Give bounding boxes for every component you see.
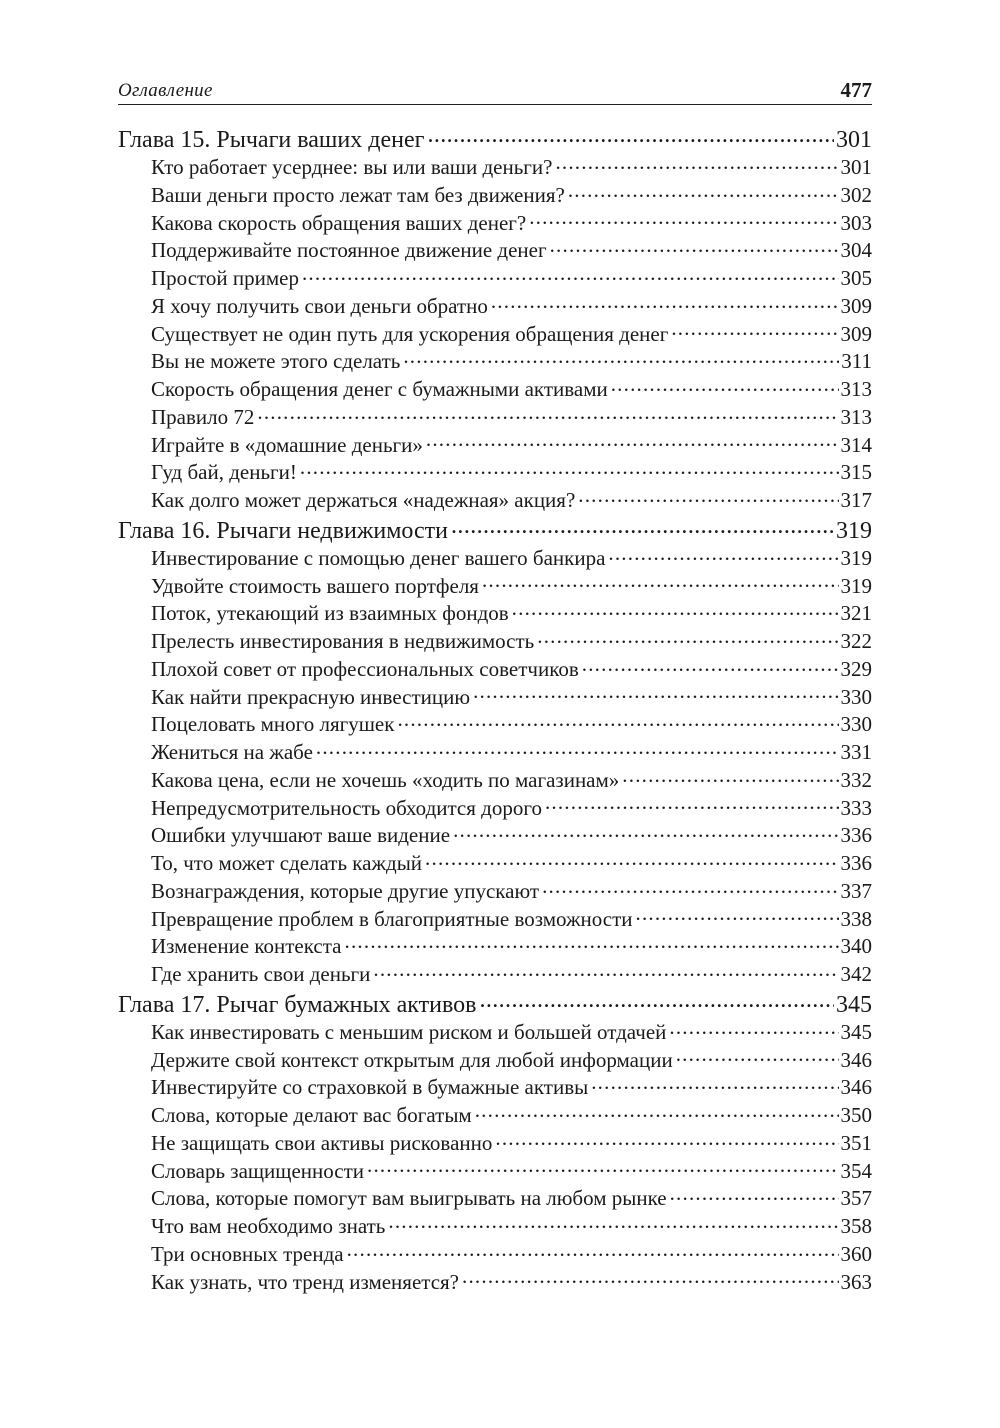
toc-entry-page: 331 <box>840 740 872 764</box>
toc-entry-title: Изменение контекста <box>151 934 342 959</box>
toc-leader-dots <box>427 123 834 147</box>
toc-entry-page: 330 <box>840 684 872 709</box>
toc-entry-page: 311 <box>841 349 872 374</box>
toc-entry-title: Поток, утекающий из взаимных фондов <box>151 601 509 626</box>
header-page-number: 477 <box>840 78 872 102</box>
toc-section-entry <box>118 292 872 320</box>
toc-entry-title: Как узнать, что тренд изменяется? <box>151 1269 460 1294</box>
toc-leader-dots <box>475 1101 839 1122</box>
toc-leader-dots <box>550 236 839 257</box>
toc-entry-title: Правило 72 <box>151 404 255 429</box>
toc-leader-dots <box>670 1184 839 1205</box>
toc-section-entry <box>118 932 872 960</box>
toc-section-entry <box>118 431 872 459</box>
toc-section-entry <box>118 655 872 683</box>
toc-section-entry <box>118 320 872 348</box>
toc-entry-title: Как найти прекрасную инвестицию <box>151 684 471 709</box>
toc-entry-page: 319 <box>840 573 872 598</box>
toc-section-entry <box>118 627 872 655</box>
toc-entry-page: 338 <box>840 906 872 931</box>
toc-entry-title: Глава 17. Рычаг бумажных активов <box>118 991 477 1018</box>
toc-entry-page: 360 <box>840 1241 872 1266</box>
toc-section-entry <box>118 1157 872 1185</box>
toc-section-entry <box>118 877 872 905</box>
toc-entry-page: 309 <box>840 293 872 318</box>
toc-leader-dots <box>373 960 838 981</box>
toc-leader-dots <box>473 683 838 704</box>
toc-leader-dots <box>425 849 838 870</box>
toc-entry-page: 345 <box>840 1019 872 1044</box>
toc-entry-page: 357 <box>840 1186 872 1211</box>
toc-entry-page: 303 <box>840 210 872 235</box>
toc-entry-title: Три основных тренда <box>151 1241 344 1266</box>
toc-entry-title: Глава 16. Рычаги недвижимости <box>118 517 449 544</box>
toc-entry-page: 345 <box>836 991 872 1018</box>
toc-entry-page: 314 <box>840 432 872 457</box>
toc-leader-dots <box>300 458 839 479</box>
toc-entry-title: Прелесть инвестирования в недвижимость <box>151 629 535 653</box>
toc-section-entry <box>118 403 872 431</box>
toc-leader-dots <box>578 486 838 507</box>
toc-entry-page: 346 <box>840 1075 872 1100</box>
toc-entry-page: 304 <box>840 238 872 263</box>
toc-section-entry <box>118 599 872 627</box>
toc-entry-title: Инвестируйте со страховкой в бумажные активы <box>151 1075 589 1100</box>
toc-leader-dots <box>636 905 839 926</box>
toc-entry-page: 354 <box>840 1158 872 1183</box>
toc-leader-dots <box>462 1268 838 1289</box>
toc-entry-page: 336 <box>840 823 872 848</box>
toc-section-entry <box>118 375 872 403</box>
toc-entry-title: Играйте в «домашние деньги» <box>151 432 423 457</box>
toc-section-entry <box>118 1184 872 1212</box>
toc-entry-title: Ваши деньги просто лежат там без движения? <box>151 182 565 207</box>
toc-entry-page: 313 <box>840 377 872 401</box>
toc-entry-page: 319 <box>840 545 872 570</box>
toc-entry-title: Глава 15. Рычаги ваших денег <box>118 127 425 153</box>
toc-entry-page: 342 <box>840 962 872 986</box>
toc-section-entry <box>118 1129 872 1157</box>
toc-entry-title: Кто работает усерднее: вы или ваши деньги? <box>151 155 553 179</box>
toc-leader-dots <box>302 264 839 285</box>
toc-entry-page: 332 <box>840 767 872 792</box>
toc-entry-page: 322 <box>840 629 872 653</box>
toc-leader-dots <box>512 599 839 620</box>
toc-entry-title: Слова, которые делают вас богатым <box>151 1103 472 1127</box>
toc-leader-dots <box>568 181 839 202</box>
toc-entry-page: 313 <box>840 404 872 429</box>
toc-entry-title: Держите свой контекст открытым для любой информации <box>151 1047 673 1072</box>
toc-entry-page: 317 <box>840 488 872 512</box>
toc-entry-title: Простой пример <box>151 266 299 290</box>
toc-leader-dots <box>388 1212 838 1233</box>
toc-leader-dots <box>316 738 839 759</box>
toc-entry-title: Гуд бай, деньги! <box>151 460 297 485</box>
toc-entry-page: 351 <box>840 1130 872 1155</box>
toc-section-entry <box>118 1101 872 1129</box>
toc-entry-title: Поддерживайте постоянное движение денег <box>151 238 547 263</box>
toc-section-entry <box>118 710 872 738</box>
toc-entry-title: Превращение проблем в благоприятные возможности <box>151 906 633 931</box>
toc-leader-dots <box>347 1240 839 1261</box>
toc-section-entry <box>118 458 872 486</box>
toc-entry-title: Ошибки улучшают ваше видение <box>151 823 451 848</box>
toc-chapter-entry <box>118 514 872 544</box>
toc-leader-dots <box>491 292 839 313</box>
toc-leader-dots <box>453 821 838 842</box>
toc-leader-dots <box>479 988 834 1012</box>
toc-leader-dots <box>582 655 839 676</box>
toc-section-entry <box>118 486 872 514</box>
toc-entry-title: Удвойте стоимость вашего портфеля <box>151 573 479 598</box>
toc-section-entry <box>118 544 872 572</box>
toc-leader-dots <box>537 627 838 648</box>
toc-entry-title: Словарь защищенности <box>151 1158 365 1183</box>
running-header <box>118 76 872 105</box>
toc-entry-title: Я хочу получить свои деньги обратно <box>151 293 488 318</box>
toc-leader-dots <box>676 1046 839 1067</box>
toc-entry-page: 301 <box>840 155 872 179</box>
toc-leader-dots <box>482 572 839 593</box>
toc-entry-page: 302 <box>840 182 872 207</box>
toc-leader-dots <box>367 1157 838 1178</box>
toc-section-entry <box>118 181 872 209</box>
toc-leader-dots <box>257 403 838 424</box>
toc-entry-page: 350 <box>840 1103 872 1127</box>
toc-entry-title: Какова цена, если не хочешь «ходить по магазинам» <box>151 767 620 792</box>
toc-section-entry <box>118 905 872 933</box>
toc-entry-title: Какова скорость обращения ваших денег? <box>151 210 527 235</box>
toc-entry-title: Скорость обращения денег с бумажными активами <box>151 377 608 401</box>
toc-entry-title: Не защищать свои активы рискованно <box>151 1130 493 1155</box>
toc-entry-title: Жениться на жабе <box>151 740 313 764</box>
toc-section-entry <box>118 572 872 600</box>
toc-leader-dots <box>555 153 838 174</box>
toc-leader-dots <box>608 544 838 565</box>
toc-section-entry <box>118 1046 872 1074</box>
toc-entry-page: 340 <box>840 934 872 959</box>
toc-entry-title: Существует не один путь для ускорения обращения денег <box>151 321 669 346</box>
toc-entry-page: 315 <box>840 460 872 485</box>
toc-section-entry <box>118 1240 872 1268</box>
toc-leader-dots <box>345 932 839 953</box>
toc-entry-page: 305 <box>840 266 872 290</box>
toc-section-entry <box>118 683 872 711</box>
toc-leader-dots <box>669 1018 838 1039</box>
toc-entry-title: Слова, которые помогут вам выигрывать на любом рынке <box>151 1186 667 1211</box>
toc-chapter-entry <box>118 988 872 1018</box>
toc-section-entry <box>118 1268 872 1296</box>
toc-section-entry <box>118 264 872 292</box>
toc-leader-dots <box>529 209 838 230</box>
header-title: Оглавление <box>118 80 213 101</box>
toc-section-entry <box>118 960 872 988</box>
toc-entry-page: 329 <box>840 656 872 681</box>
toc-entry-title: То, что может сделать каждый <box>151 851 423 875</box>
toc-leader-dots <box>403 347 839 368</box>
toc-entry-title: Как долго может держаться «надежная» акция? <box>151 488 576 512</box>
toc-section-entry <box>118 821 872 849</box>
toc-leader-dots <box>397 710 838 731</box>
toc-entry-page: 330 <box>840 712 872 737</box>
toc-chapter-entry <box>118 123 872 153</box>
toc-entry-page: 358 <box>840 1214 872 1238</box>
toc-entry-page: 363 <box>840 1269 872 1294</box>
toc-leader-dots <box>426 431 839 452</box>
toc-entry-page: 321 <box>840 601 872 626</box>
toc-entry-title: Где хранить свои деньги <box>151 962 371 986</box>
toc-entry-page: 333 <box>840 795 872 820</box>
toc-section-entry <box>118 347 872 375</box>
toc-entry-title: Плохой совет от профессиональных советчиков <box>151 656 579 681</box>
toc-leader-dots <box>591 1073 838 1094</box>
toc-entry-title: Вознаграждения, которые другие упускают <box>151 878 540 903</box>
toc-section-entry <box>118 1073 872 1101</box>
toc-section-entry <box>118 1018 872 1046</box>
toc-leader-dots <box>495 1129 838 1150</box>
toc-entry-title: Поцеловать много лягушек <box>151 712 395 737</box>
toc-section-entry <box>118 794 872 822</box>
toc-entry-title: Как инвестировать с меньшим риском и большей отдачей <box>151 1019 667 1044</box>
toc-entry-page: 336 <box>840 851 872 875</box>
toc-entry-title: Инвестирование с помощью денег вашего банкира <box>151 545 606 570</box>
toc-leader-dots <box>622 766 838 787</box>
table-of-contents <box>118 123 872 1295</box>
toc-leader-dots <box>671 320 838 341</box>
toc-section-entry <box>118 766 872 794</box>
toc-section-entry <box>118 209 872 237</box>
toc-entry-page: 301 <box>836 127 872 153</box>
toc-section-entry <box>118 1212 872 1240</box>
toc-entry-page: 337 <box>840 878 872 903</box>
toc-section-entry <box>118 738 872 766</box>
toc-section-entry <box>118 153 872 181</box>
toc-leader-dots <box>542 877 838 898</box>
toc-leader-dots <box>611 375 839 396</box>
toc-section-entry <box>118 236 872 264</box>
toc-entry-page: 309 <box>840 321 872 346</box>
toc-entry-page: 319 <box>836 517 872 544</box>
toc-section-entry <box>118 849 872 877</box>
toc-entry-title: Вы не можете этого сделать <box>151 349 401 374</box>
toc-entry-title: Что вам необходимо знать <box>151 1214 386 1238</box>
toc-leader-dots <box>451 514 834 538</box>
toc-leader-dots <box>545 794 839 815</box>
toc-entry-title: Непредусмотрительность обходится дорого <box>151 795 542 820</box>
toc-entry-page: 346 <box>840 1047 872 1072</box>
